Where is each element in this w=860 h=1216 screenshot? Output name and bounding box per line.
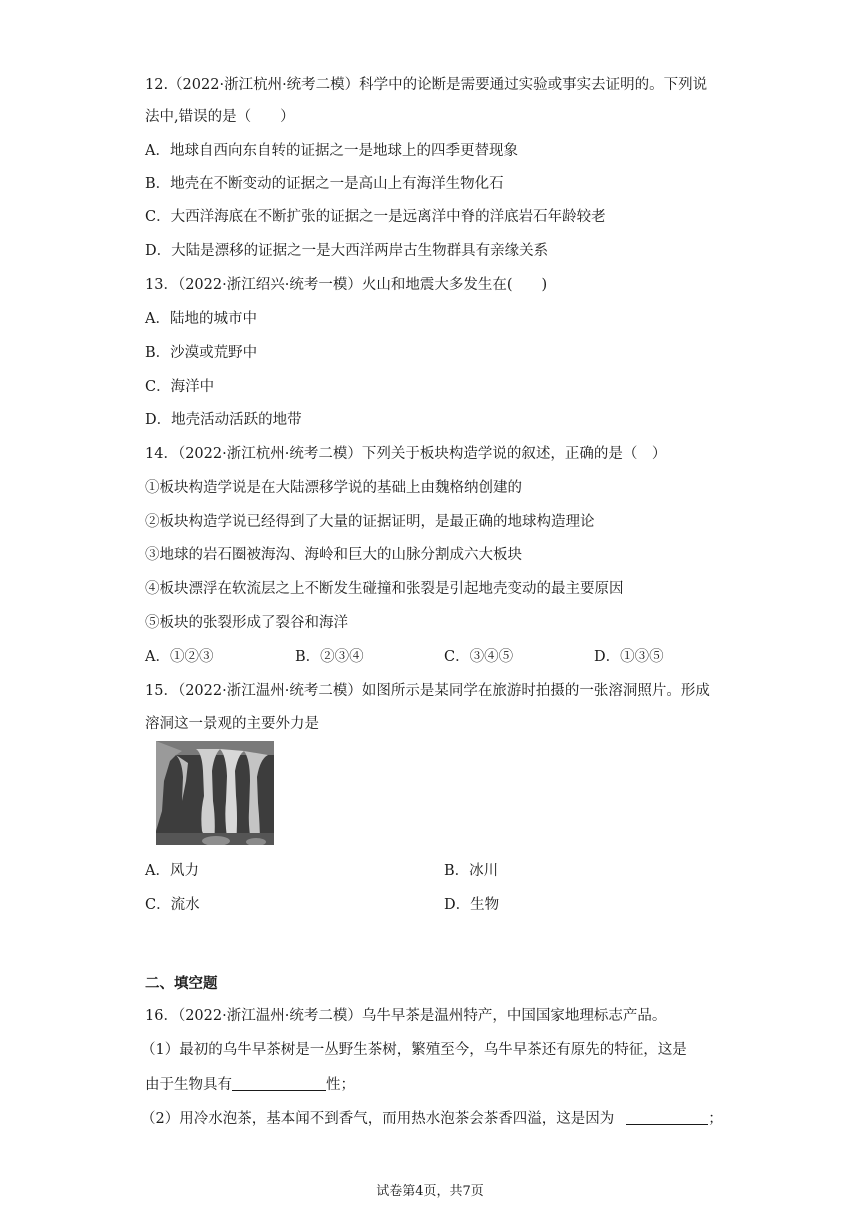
q14-option-c: C．③④⑤	[444, 649, 514, 665]
q15-option-d: D．生物	[444, 897, 500, 913]
q15-stem-line1: 15．（2022·浙江温州·统考二模）如图所示是某同学在旅游时拍摄的一张溶洞照片。形成	[145, 683, 710, 699]
q14-statement-2: ②板块构造学说已经得到了大量的证据证明，是最正确的地球构造理论	[145, 514, 595, 530]
q12-option-b: B．地壳在不断变动的证据之一是高山上有海洋生物化石	[145, 176, 504, 192]
q16-sub1-text-a: 由于生物具有	[145, 1077, 232, 1093]
q14-statement-4: ④板块漂浮在软流层之上不断发生碰撞和张裂是引起地壳变动的最主要原因	[145, 581, 624, 597]
q16-sub2-line	[141, 1108, 723, 1129]
cave-photo	[156, 741, 274, 845]
q15-option-a: A．风力	[145, 863, 199, 879]
q15-option-b: B．冰川	[444, 863, 499, 879]
q15-option-c: C．流水	[145, 897, 200, 913]
q14-statement-5: ⑤板块的张裂形成了裂谷和海洋	[145, 615, 348, 631]
q13-option-c: C．海洋中	[145, 379, 215, 395]
page-footer: 试卷第4页，共7页	[376, 1184, 484, 1199]
q16-sub1-line1: （1）最初的乌牛早茶树是一丛野生茶树，繁殖至今，乌牛早茶还有原先的特征，这是	[141, 1042, 687, 1058]
q12-option-d: D．大陆是漂移的证据之一是大西洋两岸古生物群具有亲缘关系	[145, 243, 549, 259]
stalactite-illustration	[156, 741, 274, 845]
q15-stem-line2: 溶洞这一景观的主要外力是	[145, 716, 319, 732]
q12-stem-line1: 12.（2022·浙江杭州·统考二模）科学中的论断是需要通过实验或事实去证明的。下列说	[145, 77, 708, 93]
q12-option-a: A．地球自西向东自转的证据之一是地球上的四季更替现象	[145, 143, 518, 159]
q16-sub1-text-b: 性；	[326, 1077, 355, 1093]
q16-sub2-text-b: ；	[708, 1111, 723, 1127]
section-heading-fill-in: 二、填空题	[145, 976, 218, 992]
q14-option-b: B．②③④	[295, 649, 364, 665]
q12-option-c: C．大西洋海底在不断扩张的证据之一是远离洋中脊的洋底岩石年龄较老	[145, 209, 606, 225]
q16-sub1-answer-blank[interactable]	[232, 1074, 326, 1091]
q13-option-b: B．沙漠或荒野中	[145, 345, 258, 361]
q14-option-d: D．①③⑤	[594, 649, 664, 665]
q16-sub1-line2	[145, 1074, 355, 1095]
q16-stem: 16．（2022·浙江温州·统考二模）乌牛早茶是温州特产，中国国家地理标志产品。	[145, 1008, 667, 1024]
q16-sub2-answer-blank[interactable]	[626, 1108, 708, 1125]
q14-stem: 14．（2022·浙江杭州·统考二模）下列关于板块构造学说的叙述，正确的是（ ）	[145, 446, 667, 462]
q16-sub2-text-a: （2）用冷水泡茶，基本闻不到香气，而用热水泡茶会茶香四溢，这是因为	[141, 1111, 615, 1127]
q14-statement-1: ①板块构造学说是在大陆漂移学说的基础上由魏格纳创建的	[145, 480, 522, 496]
q13-option-a: A．陆地的城市中	[145, 311, 257, 327]
q14-option-a: A．①②③	[145, 649, 214, 665]
q13-stem: 13．（2022·浙江绍兴·统考一模）火山和地震大多发生在( )	[145, 277, 548, 293]
q12-stem-line2: 法中,错误的是（ ）	[145, 109, 295, 125]
q13-option-d: D．地壳活动活跃的地带	[145, 412, 302, 428]
q14-statement-3: ③地球的岩石圈被海沟、海岭和巨大的山脉分割成六大板块	[145, 547, 522, 563]
